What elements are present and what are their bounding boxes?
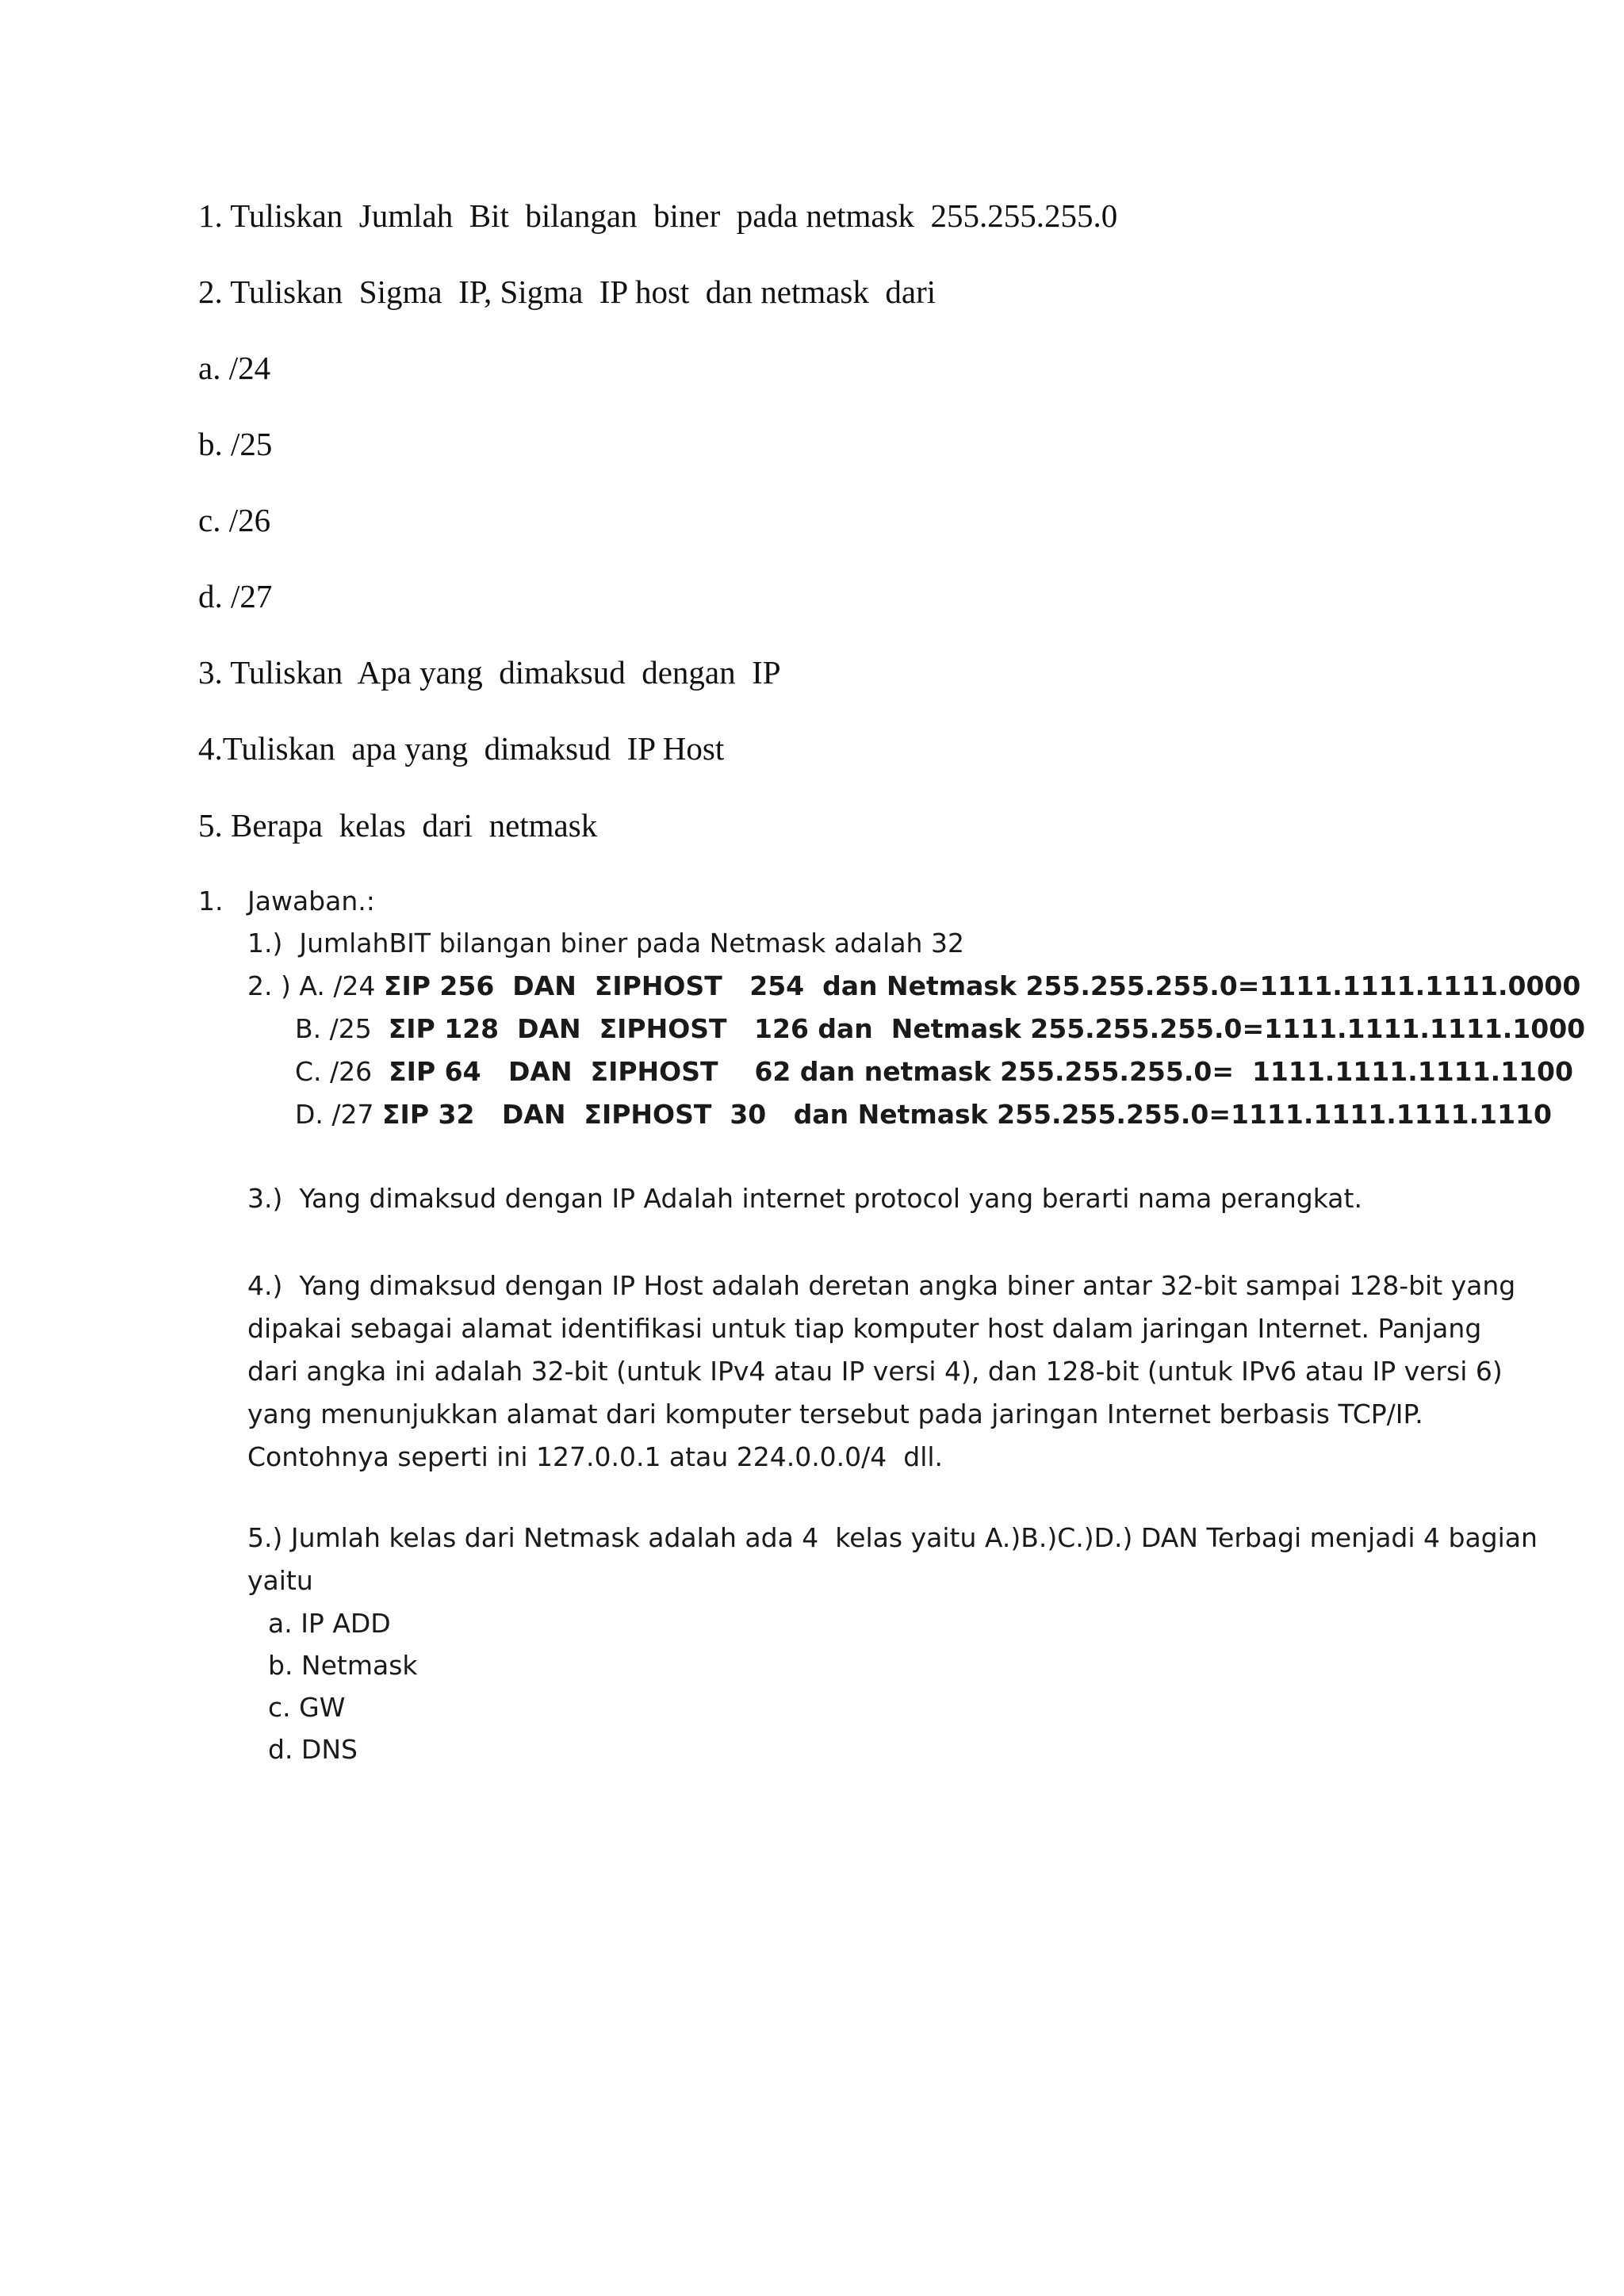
answer-4-line: 4.) Yang dimaksud dengan IP Host adalah deretan angka biner antar 32-bit sampai 128-bit yang [247, 1270, 1516, 1301]
answer-header: Jawaban.: [247, 886, 375, 916]
answer-4-line: Contohnya seperti ini 127.0.0.1 atau 224.0.0.0/4 dll. [247, 1441, 944, 1472]
answer-5-line: yaitu [247, 1565, 313, 1596]
answer-2d-line [295, 1096, 1552, 1133]
answer-5-line: 5.) Jumlah kelas dari Netmask adalah ada 4 kelas yaitu A.)B.)C.)D.) DAN Terbagi menjadi 4 bagian [247, 1522, 1538, 1553]
answer-2b-text: ΣIP 128 DAN ΣIPHOST 126 dan Netmask 255.255.255.0=1111.1111.1111.1000 [388, 1013, 1586, 1044]
question-3: 3. Tuliskan Apa yang dimaksud dengan IP [198, 654, 781, 691]
answer-4-line: yang menunjukkan alamat dari komputer tersebut pada jaringan Internet berbasis TCP/IP. [247, 1399, 1423, 1429]
answer-5-paragraph [247, 1517, 1538, 1602]
question-2: 2. Tuliskan Sigma IP, Sigma IP host dan netmask dari [198, 274, 936, 310]
question-5: 5. Berapa kelas dari netmask [198, 807, 598, 844]
question-2d: d. /27 [198, 578, 273, 614]
answer-5-item-netmask: b. Netmask [268, 1650, 418, 1681]
answer-5-item-gw: c. GW [268, 1692, 346, 1723]
answer-2b-line [295, 1011, 1585, 1047]
answer-2d-label: D. /27 [295, 1099, 382, 1130]
answer-5-item-ip-add: a. IP ADD [268, 1608, 391, 1639]
answer-4-line: dipakai sebagai alamat identifikasi untuk tiap komputer host dalam jaringan Internet. Panjang [247, 1313, 1482, 1344]
answer-4-paragraph [247, 1265, 1516, 1479]
answer-3: 3.) Yang dimaksud dengan IP Adalah internet protocol yang berarti nama perangkat. [247, 1183, 1362, 1214]
question-2a: a. /24 [198, 350, 271, 386]
answer-2c-line [295, 1054, 1573, 1090]
answer-2c-text: ΣIP 64 DAN ΣIPHOST 62 dan netmask 255.255.255.0= 1111.1111.1111.1100 [389, 1056, 1573, 1087]
answer-5-item-dns: d. DNS [268, 1734, 358, 1765]
question-2c: c. /26 [198, 502, 271, 538]
question-4: 4.Tuliskan apa yang dimaksud IP Host [198, 730, 725, 767]
answer-2a-label: 2. ) A. /24 [247, 970, 384, 1001]
answer-2d-text: ΣIP 32 DAN ΣIPHOST 30 dan Netmask 255.255.255.0=1111.1111.1111.1110 [382, 1099, 1552, 1130]
question-1: 1. Tuliskan Jumlah Bit bilangan biner pada netmask 255.255.255.0 [198, 197, 1118, 234]
answer-2b-label: B. /25 [295, 1013, 389, 1044]
answer-4-line: dari angka ini adalah 32-bit (untuk IPv4 atau IP versi 4), dan 128-bit (untuk IPv6 atau IP versi 6) [247, 1356, 1503, 1387]
question-2b: b. /25 [198, 426, 273, 462]
answer-2c-label: C. /26 [295, 1056, 389, 1087]
answer-1: 1.) JumlahBIT bilangan biner pada Netmask adalah 32 [247, 928, 964, 959]
answer-2a-line [247, 968, 1580, 1004]
answer-list-marker: 1. [198, 886, 224, 916]
answer-2a-text: ΣIP 256 DAN ΣIPHOST 254 dan Netmask 255.255.255.0=1111.1111.1111.0000 [383, 970, 1581, 1001]
